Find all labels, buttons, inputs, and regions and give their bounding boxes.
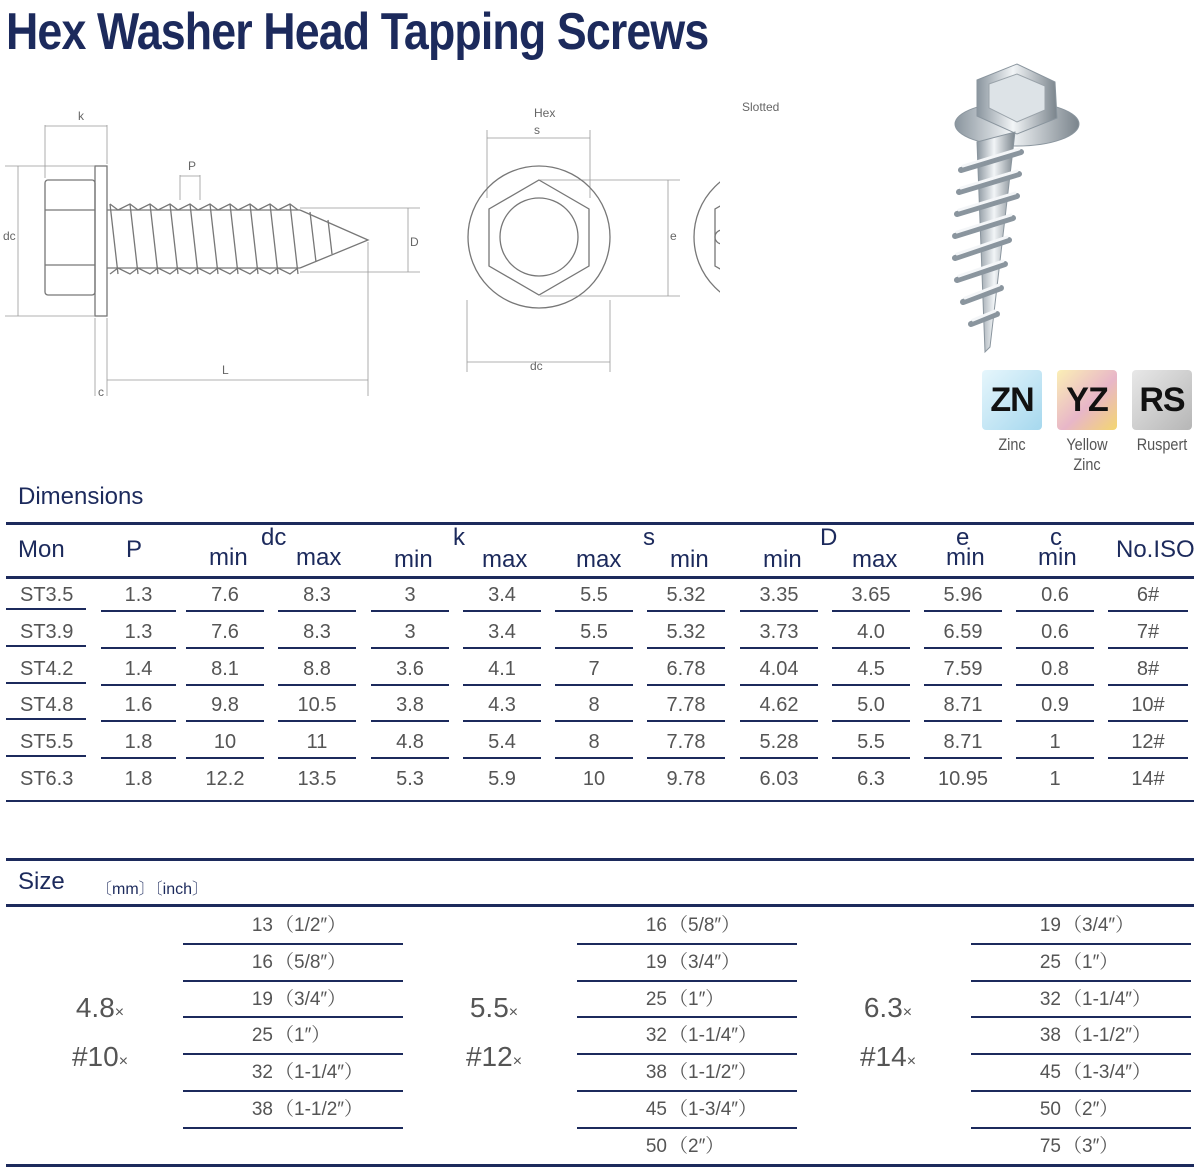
size-inch: （5/8″） bbox=[275, 951, 347, 973]
table-cell: 6.78 bbox=[647, 653, 725, 686]
size-list-item bbox=[577, 1055, 797, 1092]
col-c: c bbox=[1050, 524, 1062, 551]
table-cell: 4.0 bbox=[832, 616, 910, 649]
size-gauge: #14 bbox=[859, 1041, 907, 1072]
table-cell: 7.6 bbox=[186, 616, 264, 649]
size-mm: 32 bbox=[1039, 988, 1061, 1010]
size-inch: （1-1/4″） bbox=[275, 1062, 364, 1084]
table-cell: ST4.8 bbox=[6, 689, 86, 720]
size-inch: （3/4″） bbox=[275, 988, 347, 1010]
size-mark: × bbox=[118, 1053, 129, 1070]
col-s: s bbox=[643, 524, 655, 551]
size-list-item bbox=[577, 1129, 797, 1166]
col-e-min: min bbox=[946, 544, 985, 571]
size-list-item bbox=[577, 1092, 797, 1129]
table-row bbox=[6, 579, 1194, 616]
table-cell: 9.8 bbox=[186, 689, 264, 722]
finish-ruspert bbox=[1131, 370, 1193, 455]
dimensions-table bbox=[6, 524, 1194, 800]
size-header bbox=[6, 862, 1194, 907]
table-cell: 3.8 bbox=[371, 689, 449, 722]
col-dc-min: min bbox=[209, 544, 248, 571]
size-list-item bbox=[577, 982, 797, 1019]
col-s-max: max bbox=[576, 546, 622, 573]
table-cell: 5.96 bbox=[924, 579, 1002, 612]
finish-name: Yellow Zinc bbox=[1066, 435, 1108, 474]
table-cell: 8.1 bbox=[186, 653, 264, 686]
size-mm: 19 bbox=[1039, 915, 1061, 936]
label-e: e bbox=[670, 229, 677, 243]
size-diameter: 5.5 bbox=[469, 992, 509, 1023]
table-cell: 10 bbox=[582, 767, 606, 790]
table-cell: 12.2 bbox=[205, 767, 245, 790]
size-units: 〔mm〕〔inch〕 bbox=[96, 881, 209, 898]
size-inch: （1-1/2″） bbox=[1063, 1025, 1152, 1047]
table-cell: 8 bbox=[555, 689, 633, 722]
table-cell: 4.8 bbox=[371, 726, 449, 759]
size-inch: （3/4″） bbox=[669, 951, 741, 973]
size-inch: （5/8″） bbox=[669, 915, 741, 936]
table-cell: 8 bbox=[555, 726, 633, 759]
table-cell: 3.73 bbox=[740, 616, 818, 649]
size-mm: 19 bbox=[251, 988, 273, 1010]
label-dc-bottom: dc bbox=[530, 359, 543, 373]
finish-zinc bbox=[981, 370, 1043, 455]
table-cell: 1.8 bbox=[124, 767, 153, 790]
table-cell: 6.59 bbox=[924, 616, 1002, 649]
size-list-item bbox=[577, 945, 797, 982]
size-list-item bbox=[971, 1092, 1191, 1129]
table-cell: 5.5 bbox=[555, 616, 633, 649]
table-cell: 5.0 bbox=[832, 689, 910, 722]
finish-yellow-zinc bbox=[1056, 370, 1118, 475]
table-cell: 3.4 bbox=[463, 579, 541, 612]
size-mm: 25 bbox=[1039, 951, 1061, 973]
size-mark: × bbox=[906, 1053, 917, 1070]
label-c: c bbox=[98, 385, 104, 399]
size-mm: 25 bbox=[251, 1025, 273, 1047]
size-mark: × bbox=[902, 1004, 913, 1021]
size-inch: （3/4″） bbox=[1063, 915, 1135, 936]
label-d: D bbox=[410, 235, 419, 249]
table-cell: 5.5 bbox=[555, 579, 633, 612]
size-inch: （1-1/2″） bbox=[669, 1062, 758, 1084]
size-mm: 45 bbox=[1039, 1062, 1061, 1084]
table-cell: 5.28 bbox=[740, 726, 818, 759]
label-k: k bbox=[78, 109, 84, 123]
table-cell: 13.5 bbox=[297, 767, 337, 790]
col-mon: Mon bbox=[18, 536, 65, 563]
technical-drawing bbox=[0, 90, 720, 410]
size-list-item bbox=[183, 1018, 403, 1055]
table-cell: 8.8 bbox=[278, 653, 356, 686]
table-cell: 5.32 bbox=[647, 579, 725, 612]
size-inch: （1″） bbox=[275, 1025, 331, 1047]
size-mm: 19 bbox=[645, 951, 667, 973]
col-dc-max: max bbox=[296, 544, 342, 571]
size-list-item bbox=[971, 982, 1191, 1019]
table-cell: 4.5 bbox=[832, 653, 910, 686]
table-cell: 12# bbox=[1108, 726, 1188, 759]
size-title: Size bbox=[18, 868, 65, 895]
table-cell: ST3.9 bbox=[6, 616, 86, 647]
table-row bbox=[6, 616, 1194, 653]
table-cell: 6.03 bbox=[759, 767, 799, 790]
size-mm: 32 bbox=[251, 1062, 273, 1084]
size-list-item bbox=[971, 945, 1191, 982]
label-p: P bbox=[188, 159, 197, 173]
table-cell: 3.65 bbox=[832, 579, 910, 612]
size-inch: （2″） bbox=[1063, 1099, 1119, 1120]
table-cell: 6.3 bbox=[857, 767, 885, 790]
finish-badge-zn: ZN bbox=[982, 370, 1042, 430]
label-s: s bbox=[534, 123, 540, 137]
table-cell: 1 bbox=[1049, 767, 1061, 790]
size-list-item bbox=[577, 908, 797, 945]
col-k-max: max bbox=[482, 546, 528, 573]
table-cell: 7.78 bbox=[647, 689, 725, 722]
col-c-min: min bbox=[1038, 544, 1077, 571]
label-dc: dc bbox=[3, 229, 16, 243]
col-iso: No.ISO bbox=[1116, 536, 1195, 563]
table-cell: 6# bbox=[1108, 579, 1188, 612]
table-cell: 7.6 bbox=[186, 579, 264, 612]
size-mm: 50 bbox=[1039, 1099, 1061, 1120]
col-d-min: min bbox=[763, 546, 802, 573]
table-cell: 10# bbox=[1108, 689, 1188, 722]
table-cell: 10 bbox=[186, 726, 264, 759]
table-cell: ST6.3 bbox=[20, 767, 74, 790]
size-inch: （2″） bbox=[669, 1135, 725, 1157]
size-mm: 16 bbox=[645, 915, 667, 936]
table-cell: 10.5 bbox=[278, 689, 356, 722]
screw-product-image bbox=[905, 52, 1080, 362]
table-cell: 1.3 bbox=[101, 579, 176, 612]
size-mm: 50 bbox=[645, 1135, 667, 1157]
size-mark: × bbox=[512, 1053, 523, 1070]
table-row bbox=[6, 726, 1194, 763]
table-cell: 4.3 bbox=[463, 689, 541, 722]
size-mm: 25 bbox=[645, 988, 667, 1010]
size-list-item bbox=[971, 1055, 1191, 1092]
size-diameter: 4.8 bbox=[75, 992, 115, 1023]
label-l: L bbox=[222, 363, 229, 377]
table-cell: 1 bbox=[1016, 726, 1094, 759]
col-d-max: max bbox=[852, 546, 898, 573]
size-gauge: #12 bbox=[465, 1041, 513, 1072]
size-list-item bbox=[971, 1129, 1191, 1166]
table-cell: 5.32 bbox=[647, 616, 725, 649]
col-k: k bbox=[453, 524, 465, 551]
size-mark: × bbox=[114, 1004, 125, 1021]
table-cell: 8.3 bbox=[278, 579, 356, 612]
size-list-item bbox=[971, 1018, 1191, 1055]
table-cell: 3.35 bbox=[740, 579, 818, 612]
table-header bbox=[6, 524, 1194, 579]
dimensions-rows bbox=[6, 579, 1194, 800]
size-inch: （3″） bbox=[1063, 1135, 1119, 1157]
size-inch: （1-3/4″） bbox=[1063, 1062, 1152, 1084]
size-list-item bbox=[183, 982, 403, 1019]
col-s-min: min bbox=[670, 546, 709, 573]
table-cell: 4.04 bbox=[740, 653, 818, 686]
table-cell: 5.5 bbox=[832, 726, 910, 759]
size-mm: 32 bbox=[645, 1025, 667, 1047]
size-mm: 16 bbox=[251, 951, 273, 973]
table-cell: 4.1 bbox=[463, 653, 541, 686]
table-cell: 0.6 bbox=[1016, 579, 1094, 612]
table-cell: 8.3 bbox=[278, 616, 356, 649]
size-list-item bbox=[183, 908, 403, 945]
col-d: D bbox=[820, 524, 838, 551]
table-cell: ST5.5 bbox=[6, 726, 86, 757]
table-cell: 14# bbox=[1131, 767, 1165, 790]
finish-badge-rs: RS bbox=[1132, 370, 1192, 430]
size-list-item bbox=[183, 1092, 403, 1129]
table-row bbox=[6, 763, 1194, 800]
table-cell: 4.62 bbox=[740, 689, 818, 722]
table-row bbox=[6, 653, 1194, 690]
size-inch: （1-1/4″） bbox=[1063, 988, 1152, 1010]
table-cell: ST4.2 bbox=[6, 653, 86, 684]
size-list-item bbox=[577, 1018, 797, 1055]
table-cell: 1.8 bbox=[101, 726, 176, 759]
table-cell: 0.8 bbox=[1016, 653, 1094, 686]
table-cell: ST3.5 bbox=[6, 579, 86, 610]
size-inch: （1″） bbox=[669, 988, 725, 1010]
table-cell: 7.78 bbox=[647, 726, 725, 759]
table-cell: 3 bbox=[371, 579, 449, 612]
table-cell: 3.4 bbox=[463, 616, 541, 649]
table-cell: 0.9 bbox=[1016, 689, 1094, 722]
table-cell: 8# bbox=[1108, 653, 1188, 686]
col-e: e bbox=[956, 524, 970, 551]
table-cell: 5.3 bbox=[396, 767, 424, 790]
page-title: Hex Washer Head Tapping Screws bbox=[6, 3, 709, 61]
table-cell: 9.78 bbox=[666, 767, 706, 790]
size-bottom-rule bbox=[6, 1164, 1194, 1167]
size-list-item bbox=[183, 945, 403, 982]
table-cell: 3.6 bbox=[371, 653, 449, 686]
size-group-label bbox=[434, 986, 554, 1084]
finish-badge-yz: YZ bbox=[1057, 370, 1117, 430]
size-mark: × bbox=[508, 1004, 519, 1021]
size-mm: 38 bbox=[251, 1099, 273, 1120]
table-cell: 0.6 bbox=[1016, 616, 1094, 649]
size-group-label bbox=[40, 986, 160, 1084]
table-cell: 7.59 bbox=[924, 653, 1002, 686]
table-row bbox=[6, 689, 1194, 726]
table-cell: 1.4 bbox=[101, 653, 176, 686]
size-inch: （1/2″） bbox=[275, 915, 347, 936]
size-inch: （1-3/4″） bbox=[669, 1099, 758, 1120]
size-diameter: 6.3 bbox=[863, 992, 903, 1023]
finish-name: Ruspert bbox=[1136, 435, 1188, 454]
size-list-item bbox=[971, 908, 1191, 945]
table-cell: 3 bbox=[371, 616, 449, 649]
size-list-item bbox=[183, 1055, 403, 1092]
size-mm: 13 bbox=[251, 915, 273, 936]
size-inch: （1-1/4″） bbox=[669, 1025, 758, 1047]
size-inch: （1-1/2″） bbox=[275, 1099, 364, 1120]
size-gauge: #10 bbox=[71, 1041, 119, 1072]
table-cell: 8.71 bbox=[924, 726, 1002, 759]
label-slotted: Slotted bbox=[742, 100, 780, 114]
size-mm: 38 bbox=[1039, 1025, 1061, 1047]
size-mm: 45 bbox=[645, 1099, 667, 1120]
table-cell: 5.4 bbox=[463, 726, 541, 759]
label-hex: Hex bbox=[534, 106, 556, 120]
table-bottom-rule bbox=[6, 800, 1194, 802]
size-inch: （1″） bbox=[1063, 951, 1119, 973]
dimensions-title: Dimensions bbox=[18, 483, 144, 510]
finish-name: Zinc bbox=[998, 435, 1026, 454]
table-cell: 10.95 bbox=[937, 767, 989, 790]
table-cell: 7# bbox=[1108, 616, 1188, 649]
table-cell: 7 bbox=[555, 653, 633, 686]
table-cell: 8.71 bbox=[924, 689, 1002, 722]
size-mm: 75 bbox=[1039, 1135, 1061, 1157]
col-k-min: min bbox=[394, 546, 433, 573]
dimensions-header bbox=[6, 476, 1194, 525]
table-cell: 1.6 bbox=[101, 689, 176, 722]
col-dc: dc bbox=[261, 524, 287, 551]
table-cell: 5.9 bbox=[488, 767, 516, 790]
size-group-label bbox=[828, 986, 948, 1084]
table-cell: 11 bbox=[278, 726, 356, 759]
size-top-rule bbox=[6, 858, 1194, 861]
col-p: P bbox=[126, 536, 143, 563]
table-cell: 1.3 bbox=[101, 616, 176, 649]
size-mm: 38 bbox=[645, 1062, 667, 1084]
